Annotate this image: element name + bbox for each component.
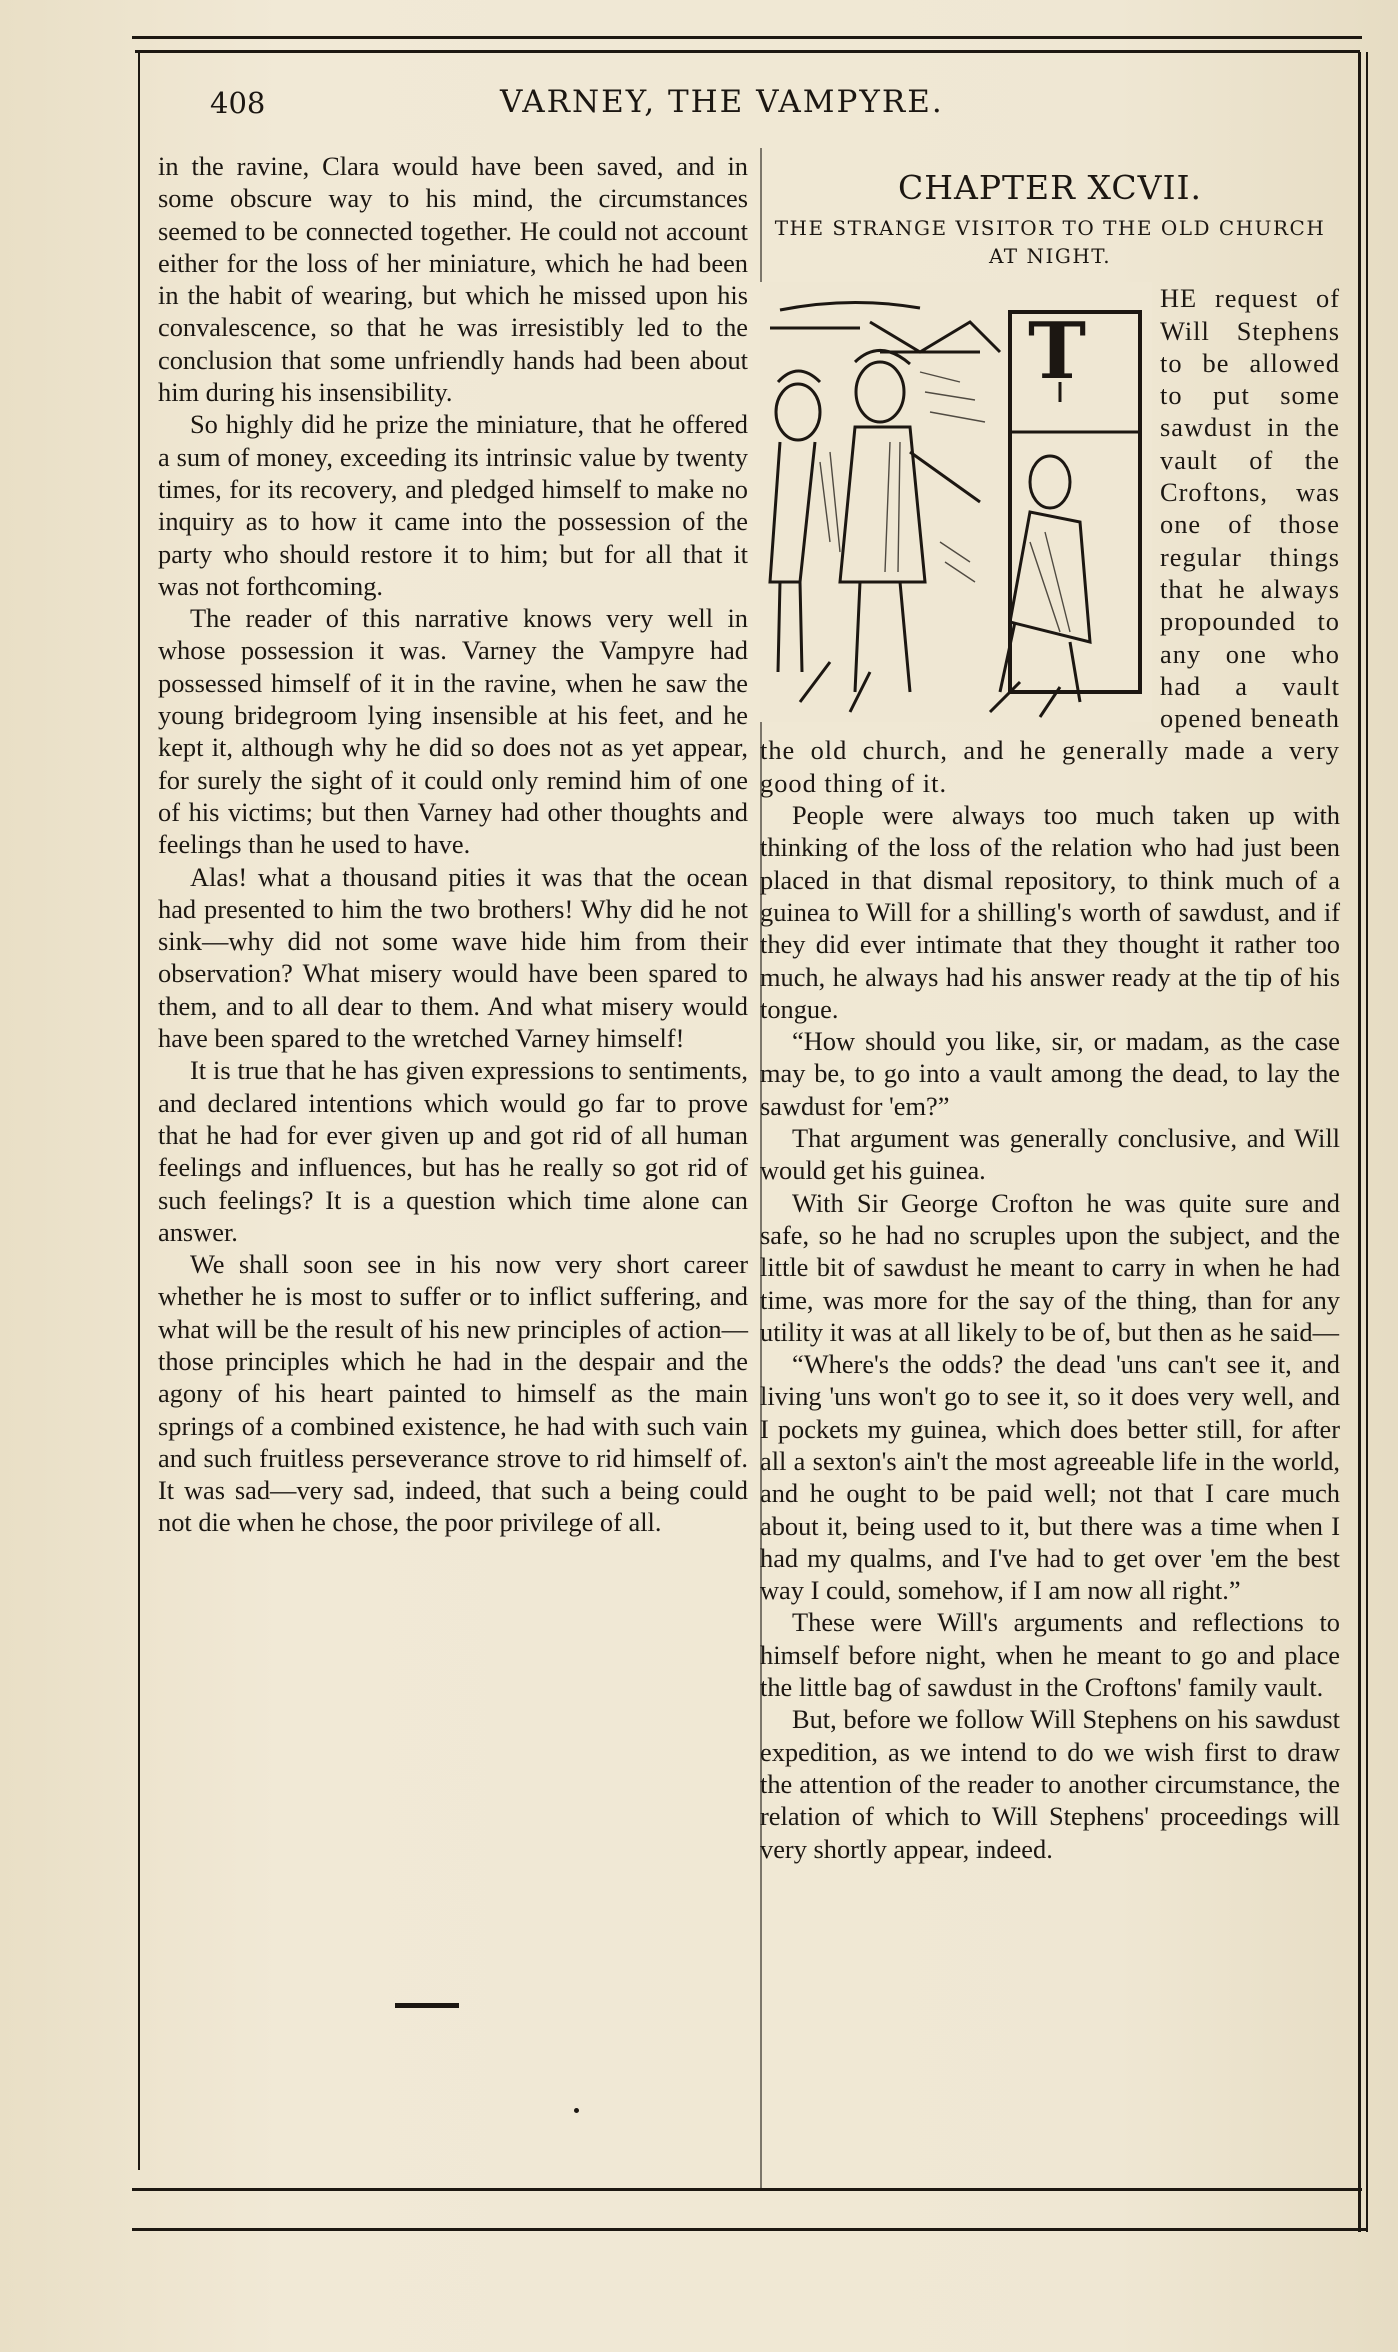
top-border-rule xyxy=(132,36,1362,39)
paragraph: The reader of this narrative knows very well in whose possession it was. Varney the Vampyre had possessed himself of it in the ravine, when he saw the young bridegroom lying insensible at his feet, and he kept it, although why he did so does not as yet appear, for surely the sight of it could only remind him of one of his victims; but then Varney had other thoughts and feelings than he used to have. xyxy=(158,603,748,860)
bottom-border-rule-2 xyxy=(132,2228,1367,2231)
paragraph: That argument was generally conclusive, and Will would get his guinea. xyxy=(760,1123,1340,1186)
paragraph: It is true that he has given expressions to sentiments, and declared intentions which would go far to prove that he had for ever given up and got rid of all human feelings and influences, but has he really so got rid of such feelings? It is a question which time alone can answer. xyxy=(158,1055,748,1247)
paragraph: People were always too much taken up with thinking of the loss of the relation who had just been placed in that dismal repository, to think much of a guinea to Will for a shilling's worth of sawdust, and if they did ever intimate that they thought it rather too much, he always had his answer ready at the tip of his tongue. xyxy=(760,800,1340,1024)
right-frame-rule xyxy=(1358,52,1361,2232)
left-frame-rule xyxy=(138,52,140,2170)
page-number: 408 xyxy=(210,86,266,120)
paragraph: “Where's the odds? the dead 'uns can't see it, and living 'uns won't go to see it, so it does very well, and I pockets my guinea, which does better still, for after all a sexton's ain't the most agreeable life in the world, and he ought to be paid well; not that I care much about it, being used to it, but there was a time when I had my qualms, and I've had to get over 'em the best way I could, somehow, if I am now all right.” xyxy=(760,1349,1340,1606)
chapter-heading: CHAPTER XCVII. xyxy=(897,168,1203,207)
drop-cap: T xyxy=(1028,306,1087,398)
woodcut-illustration xyxy=(760,282,1152,722)
left-column xyxy=(158,150,748,1539)
print-speck xyxy=(574,2108,579,2113)
page-header xyxy=(200,82,1350,132)
section-end-rule xyxy=(395,2003,459,2008)
paragraph: These were Will's arguments and reflections to himself before night, when he meant to go and place the little bag of sawdust in the Croftons' family vault. xyxy=(760,1607,1340,1703)
opening-text: HE request of Will Stephens to be allowed to put some sawdust in the vault of the Croftons, was one of those regular things that he always propounded to any one who had a vault opened beneath the old church, and he generally made a very good thing of it. xyxy=(760,283,1340,798)
running-title: VARNEY, THE VAMPYRE. xyxy=(500,84,944,120)
paragraph: With Sir George Crofton he was quite sure and safe, so he had no scruples upon the subject, and the little bit of sawdust he meant to carry in when he had time, was more for the say of the thing, than for any utility it was at all likely to be of, but then as he said— xyxy=(760,1187,1340,1347)
paragraph: Alas! what a thousand pities it was that the ocean had presented to him the two brothers! Why did he not sink—why did not some wave hide him from their observation? What misery would have been spared to them, and to all dear to them. And what misery would have been spared to the wretched Varney himself! xyxy=(158,861,748,1054)
paragraph: We shall soon see in his now very short career whether he is most to suffer or to inflict suffering, and what will be the result of his new principles of action—those principles which he had in the despair and the agony of his heart painted to himself as the main springs of a combined existence, he had with such vain and such fruitless perseverance strove to rid himself of. It was sad—very sad, indeed, that such a being could not die when he chose, the poor privilege of all. xyxy=(158,1249,748,1538)
chapter-subtitle: THE STRANGE VISITOR TO THE OLD CHURCH AT NIGHT. xyxy=(774,216,1326,269)
paragraph: in the ravine, Clara would have been saved, and in some obscure way to his mind, the circumstances seemed to be connected together. He could not account either for the loss of her miniature, which he had been in the habit of wearing, but which he missed upon his convalescence, so that he was irresistibly led to the conclusion that some unfriendly hands had been about him during his insensibility. xyxy=(158,151,748,408)
paragraph: But, before we follow Will Stephens on his sawdust expedition, as we intend to do we wish first to draw the attention of the reader to another circumstance, the relation of which to Will Stephens' proceedings will very shortly appear, indeed. xyxy=(760,1704,1340,1864)
paragraph: “How should you like, sir, or madam, as the case may be, to go into a vault among the dead, to lay the sawdust for 'em?” xyxy=(760,1026,1340,1121)
right-frame-rule-inner xyxy=(1366,52,1368,2232)
paragraph: So highly did he prize the miniature, that he offered a sum of money, exceeding its intrinsic value by twenty times, for its recovery, and pledged himself to make no inquiry as to how it came into the possession of the party who should restore it to him; but for all that it was not forthcoming. xyxy=(158,409,748,601)
bottom-border-rule xyxy=(132,2188,1362,2191)
top-border-rule-2 xyxy=(135,50,1360,53)
right-column xyxy=(760,168,1340,1865)
